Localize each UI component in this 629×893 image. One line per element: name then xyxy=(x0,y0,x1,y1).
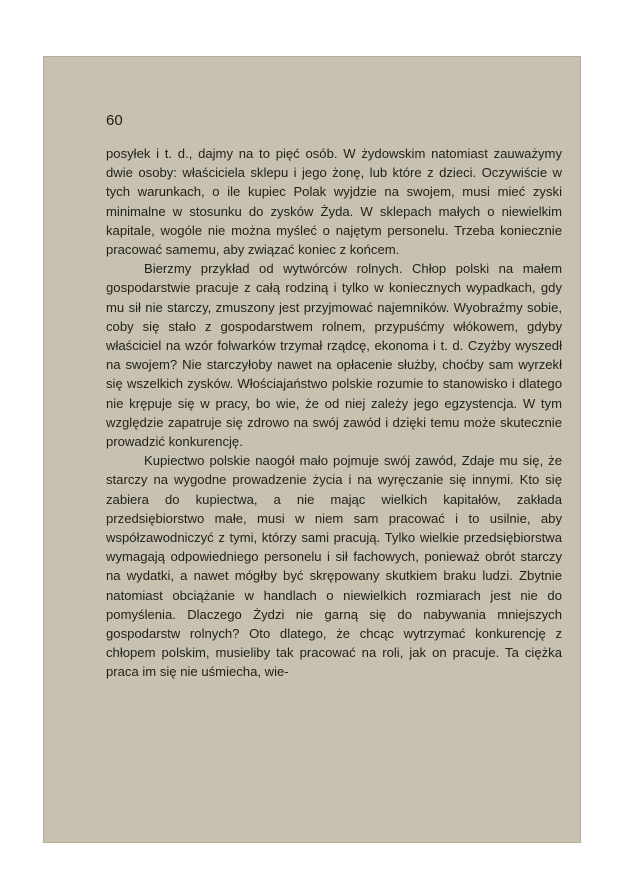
body-text xyxy=(106,144,562,682)
book-page xyxy=(43,56,581,843)
page-number: 60 xyxy=(106,112,123,129)
paragraph-1: posyłek i t. d., dajmy na to pięć osób. W żydowskim natomiast zauważymy dwie osoby: właściciela sklepu i jego żonę, lub które z dzieci. Oczywiście w tych warunkach, o ile kupiec Polak wyjdzie na swojem, musi mieć zyski minimalne w stosunku do zysków Żyda. W sklepach małych o niewielkim kapitale, wogóle nie można myśleć o najętym personelu. Trzeba koniecznie pracować samemu, aby związać koniec z końcem. xyxy=(106,146,562,258)
paragraph-2: Bierzmy przykład od wytwórców rolnych. Chłop polski na małem gospodarstwie pracuje z całą rodziną i tylko w koniecznych wypadkach, gdy mu sił nie starczy, zmuszony jest przyjmować najemników. Wyobraźmy sobie, coby się stało z gospodarstwem rolnem, przypuśćmy włókowem, gdyby właściciel na wzór folwarków trzymał rządcę, ekonoma i t. d. Czyżby wyszedł na swojem? Nie starczyłoby nawet na opłacenie służby, choćby sam wyrzekł się wszelkich zysków. Włościajaństwo polskie rozumie to stanowisko i dlatego nie krępuje się w pracy, bo wie, że od niej zależy jego egzystencja. W tym względzie zapatruje się zdrowo na swój zawód i dzięki temu może skutecznie prowadzić konkurencję. xyxy=(106,261,562,450)
paragraph-3: Kupiectwo polskie naogół mało pojmuje swój zawód, Zdaje mu się, że starczy na wygodne prowadzenie życia i na wyręczanie się innymi. Kto się zabiera do kupiectwa, a nie mając wielkich kapitałów, zakłada przedsiębiorstwo małe, musi w niem sam pracować i to usilnie, aby współzawodniczyć z tymi, którzy sami pracują. Tylko wielkie przedsiębiorstwa wymagają odpowiedniego personelu i sił fachowych, ponieważ obrót starczy na wydatki, a nawet mógłby być skrępowany skutkiem braku ludzi. Zbytnie natomiast obciążanie w handlach o niewielkich rozmiarach jest nie do pomyślenia. Dlaczego Żydzi nie garną się do nabywania mniejszych gospodarstw rolnych? Oto dlatego, że chcąc wytrzymać konkurencję z chłopem polskim, musieliby tak pracować na roli, jak on pracuje. Ta ciężka praca im się nie uśmiecha, wie- xyxy=(106,453,562,680)
